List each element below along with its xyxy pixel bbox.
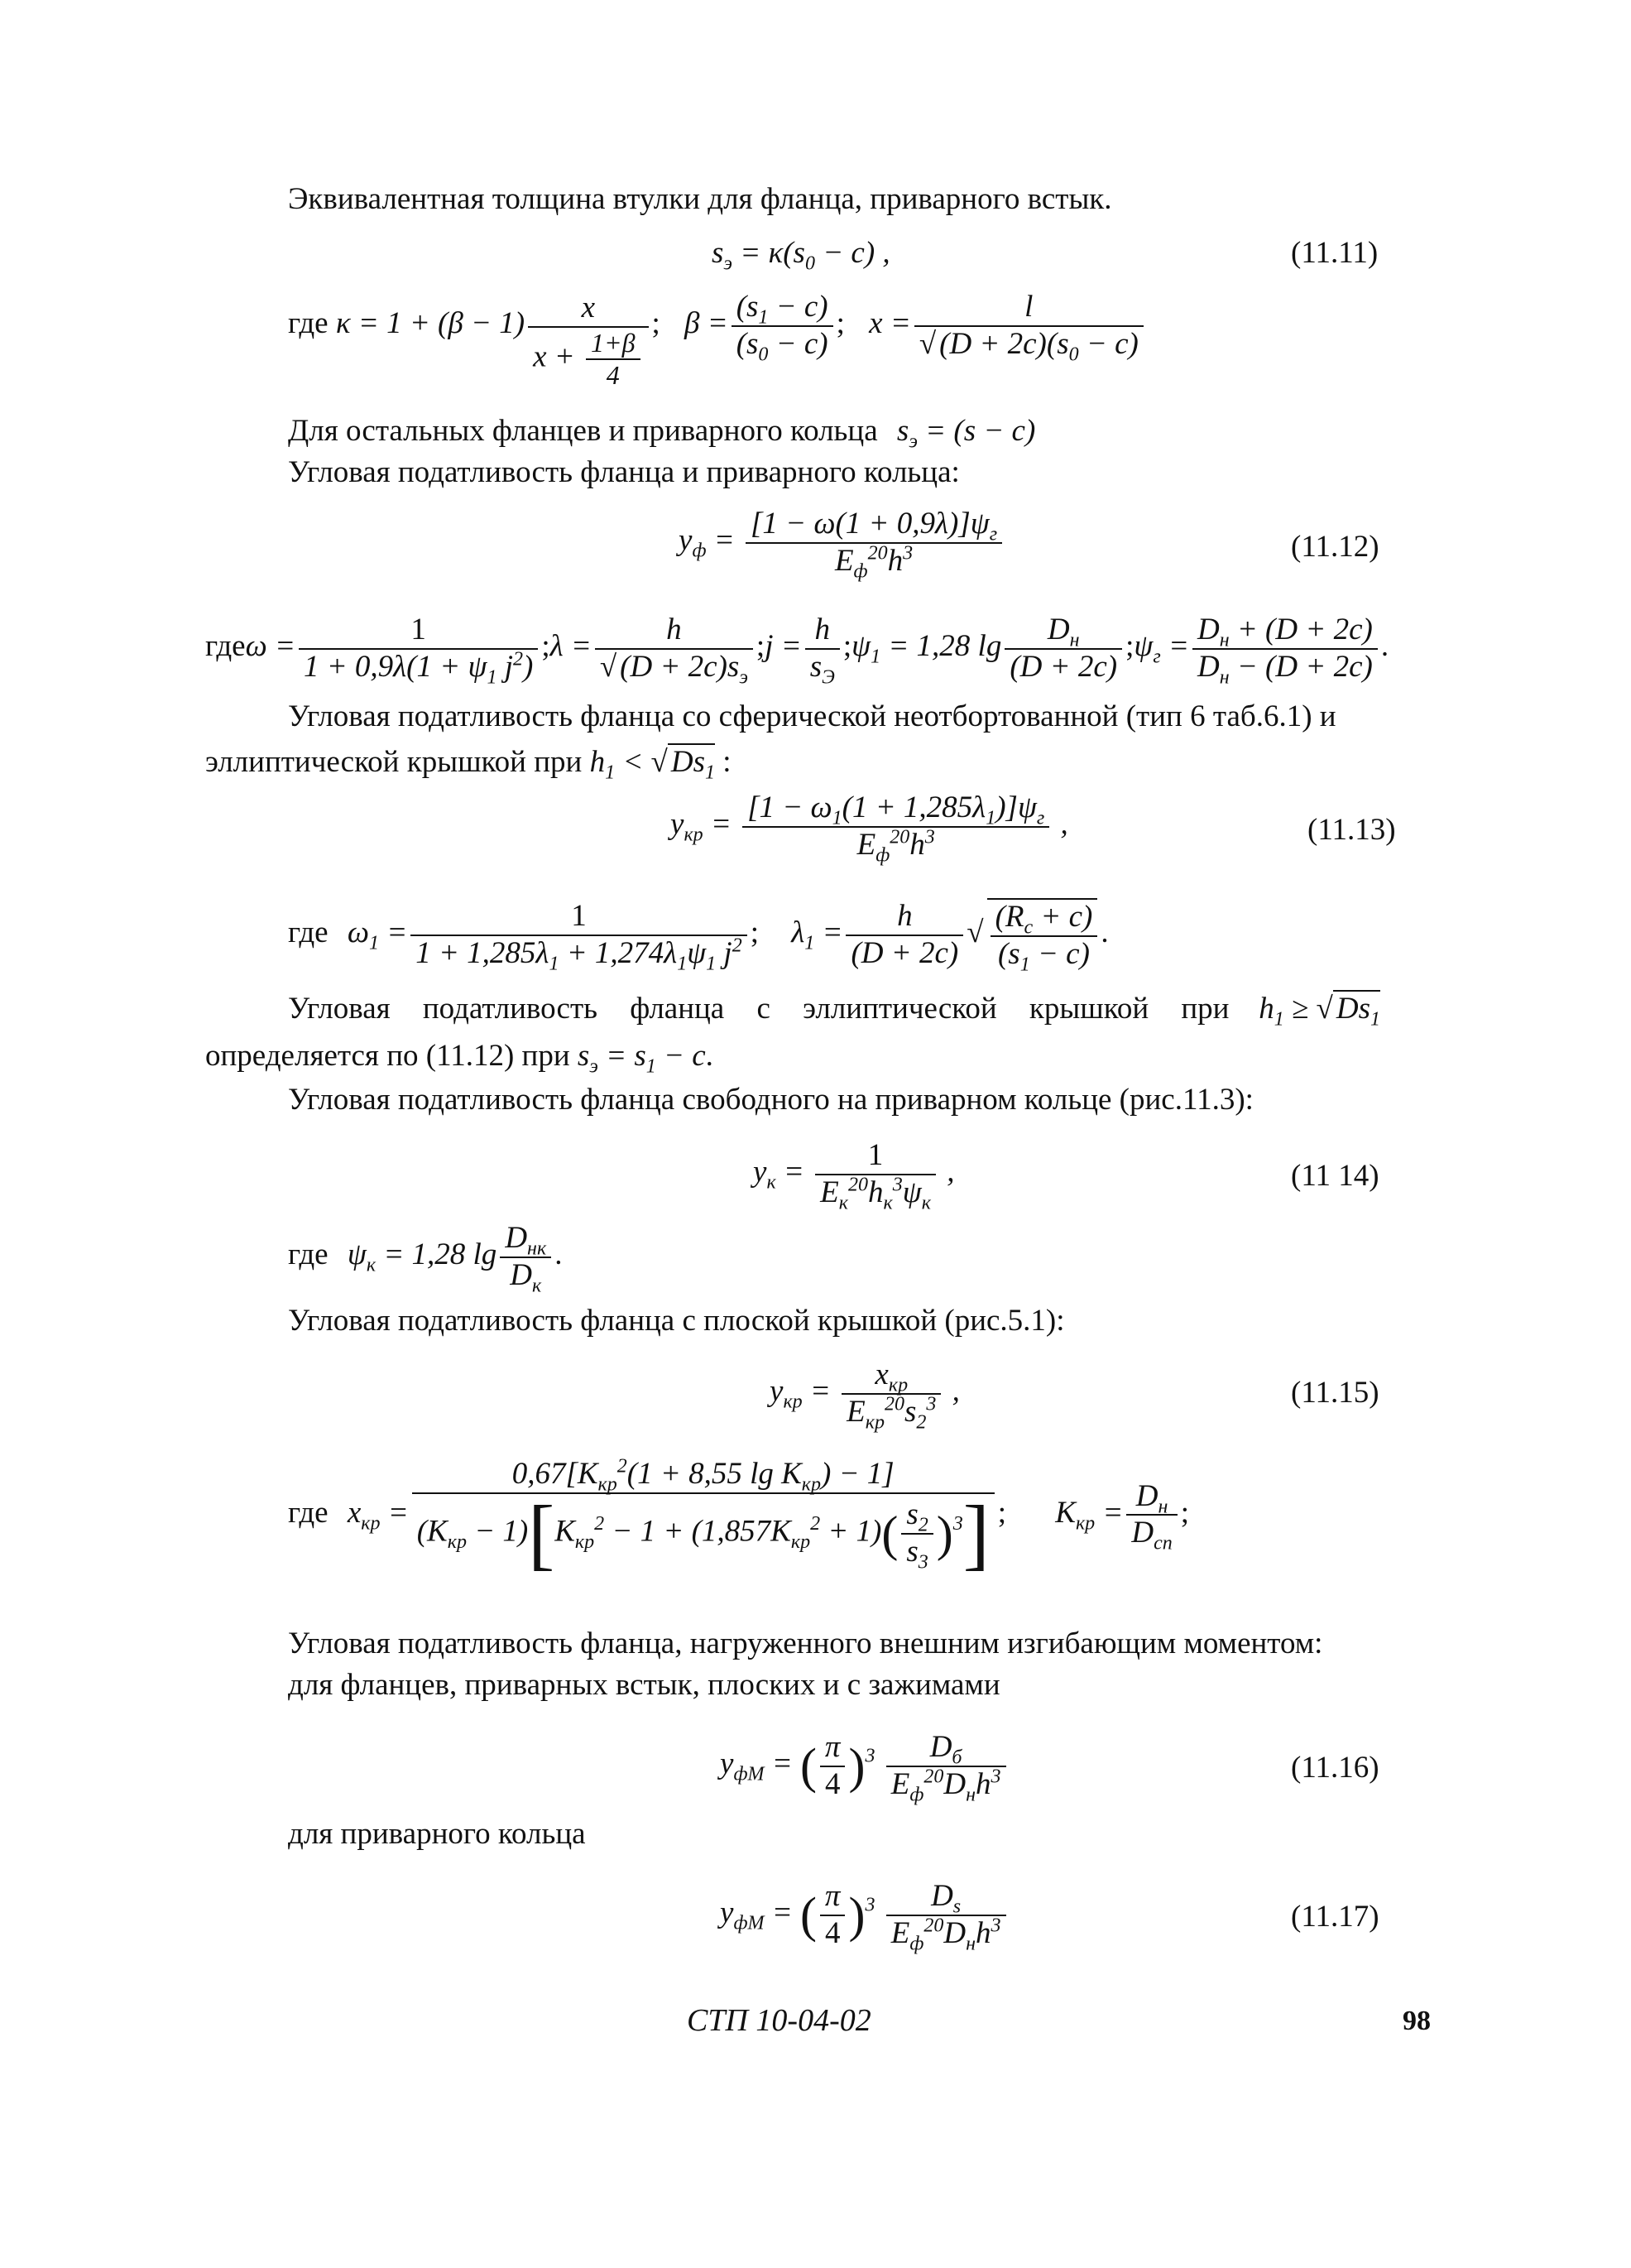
text-line: Угловая податливость фланца свободного на приварном кольце (рис.11.3): (288, 1083, 1254, 1117)
eq-number: (11.13) (1307, 813, 1396, 847)
text-line: для приварного кольца (288, 1817, 586, 1851)
text-line: Угловая податливость фланца со сферической неотбортованной (тип 6 таб.6.1) и (288, 699, 1336, 733)
formula-11-13: $y_{кр}$ = $[1 - \omega_1(1 + 1,285\lambda_1)]\psi_г$ $E_ф^{20}h^3$ , (670, 790, 1068, 866)
text-line: эллиптической крышкой при $h_1$ < √ $Ds_1$ : (205, 745, 732, 784)
eq-number: (11 14) (1291, 1159, 1379, 1193)
footer-doc-code: СТП 10-04-02 (687, 2003, 871, 2038)
formula-11-17: $y_{фМ}$ = ( $\frac{\pi}{4}$ )$^3$ $D_s$ $E_ф^{20}D_нh^3$ (720, 1879, 1010, 1951)
text-line: определяется по (11.12) при $s_э = s_1 - c$. (205, 1039, 713, 1078)
where-label: где (288, 306, 329, 341)
formula-omega-lambda-psi: гдеω = $\frac{1}{1 + 0,9\lambda(1 + \psi_1 j^2)}$ ;λ = h √ $(D + 2c)s_э$ ;j = h $s_Э$ $;\psi_1 = 1,28$ lg $D_н$ (D + 2c) $;\psi_г$ = $D_н + (D + 2c)$ $D_н - (D + 2c)$ . (205, 613, 1389, 688)
formula-x-kr: где $x_{кр}$ = $0,67[K_{кр}^2(1 + 8,55$ $\lg K_{кр}) - 1$] $(K_{кр} - 1)[K_{кр}^2 - 1 + (1,857K_{кр}^2 + 1)$( $\frac{s_2}{s_3}$ )$^3$] ; $K_{кр}$ = $D_н$ $D_{сп}$ ; (288, 1455, 1190, 1578)
formula-11-15: $y_{кр}$ = $x_{кр}$ $E_{кр}^{20}s_2^3$ , (770, 1357, 960, 1433)
text-line: Эквивалентная толщина втулки для фланца, приварного встык. (288, 182, 1112, 216)
page-number: 98 (1403, 2006, 1431, 2036)
eq-number: (11.11) (1291, 236, 1379, 270)
formula-11-16: $y_{фМ}$ = ( $\frac{\pi}{4}$ )$^3$ $D_б$ $E_ф^{20}D_нh^3$ (720, 1730, 1010, 1802)
formula-psi-k: где $\psi_к = 1,28$ lg $D_{нк}$ $D_к$ . (288, 1221, 563, 1296)
eq-number: (11.17) (1291, 1900, 1379, 1934)
text-line: Угловая податливость фланца с плоской крышкой (рис.5.1): (288, 1304, 1065, 1338)
formula-11-12: $y_ф$ = $[1 - \omega(1 + 0,9\lambda)]\psi_г$ $E_ф^{20}h^3$ (679, 507, 1005, 579)
text-line: Для остальных фланцев и приварного кольца $s_э = (s - c)$ (288, 414, 1036, 453)
eq-number: (11.15) (1291, 1376, 1379, 1410)
formula-kappa-beta-x: где κ = 1 + (β − 1) x x + $\frac{1+\beta}{4}$ ; β = $\frac{(s_1 - c)}{(s_0 - c)}$ ; x = $\frac{l}{√ (D + 2c)(s_0 - c)}$ (288, 290, 1147, 390)
eq-number: (11.16) (1291, 1751, 1379, 1785)
formula-11-11: $s_э = \kappa(s_0 - c)$ , (712, 236, 890, 275)
eq-number: (11.12) (1291, 530, 1379, 564)
formula-11-14: $y_к$ = 1 $E_к^{20}h_к^3\psi_к$ , (753, 1138, 955, 1213)
formula-omega1-lambda1: где $\omega_1$ = $\frac{1}{1 + 1,285\lambda_1 + 1,274\lambda_1\psi_1 j^2}$ ; $\lambda_1$ = $\frac{h}{(D + 2c)}$ √ $\frac{(R_c + c)}{(s_1 - c)}$ . (288, 899, 1109, 975)
text-line: Угловая податливость фланца, нагруженного внешним изгибающим моментом: (288, 1627, 1323, 1660)
text-line: Угловая податливость фланца и приварного кольца: (288, 455, 960, 489)
text-line: Угловая податливость фланца с эллиптической крышкой при $h_1$ ≥ √ $Ds_1$ (288, 992, 1380, 1031)
text-line: для фланцев, приварных встык, плоских и с зажимами (288, 1668, 1000, 1702)
